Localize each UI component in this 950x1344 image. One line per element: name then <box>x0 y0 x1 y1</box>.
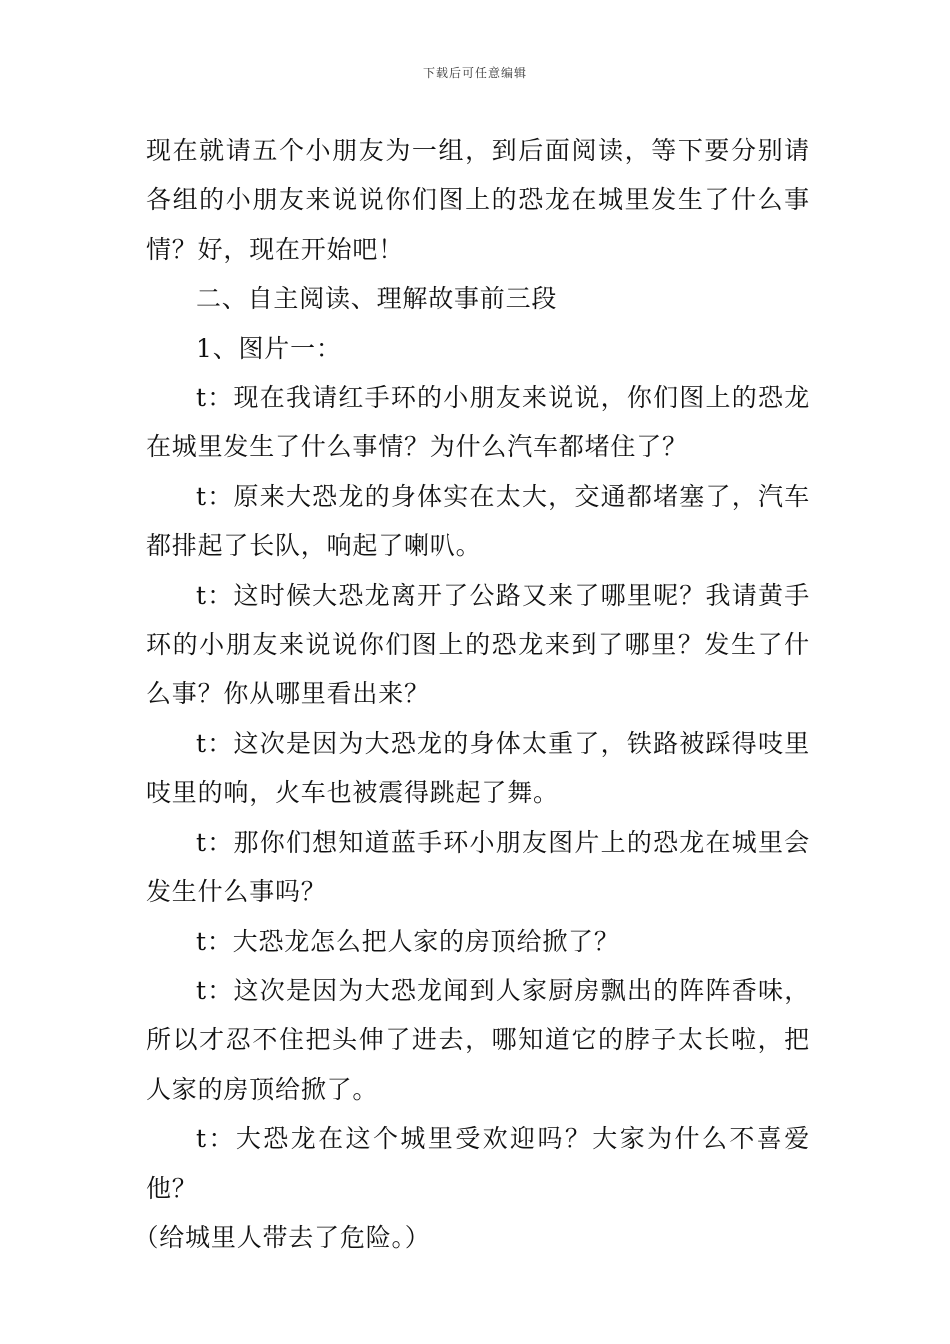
paragraph: t：原来大恐龙的身体实在太大，交通都堵塞了，汽车都排起了长队，响起了喇叭。 <box>146 481 810 561</box>
paragraph: 现在就请五个小朋友为一组，到后面阅读，等下要分别请各组的小朋友来说说你们图上的恐龙在城里发生了什么事情？好，现在开始吧！ <box>146 136 810 264</box>
paragraph: t：这时候大恐龙离开了公路又来了哪里呢？我请黄手环的小朋友来说说你们图上的恐龙来到了哪里？发生了什么事？你从哪里看出来？ <box>146 580 810 709</box>
paragraph: （给城里人带去了危险。） <box>133 1222 431 1252</box>
paragraph: t：现在我请红手环的小朋友来说说，你们图上的恐龙在城里发生了什么事情？为什么汽车都堵住了？ <box>146 383 810 462</box>
paragraph: t：大恐龙在这个城里受欢迎吗？大家为什么不喜爱他？ <box>146 1124 810 1203</box>
section-heading: 二、自主阅读、理解故事前三段 <box>196 284 558 314</box>
paragraph: t：那你们想知道蓝手环小朋友图片上的恐龙在城里会发生什么事吗？ <box>146 827 810 907</box>
paragraph: t：大恐龙怎么把人家的房顶给掀了？ <box>196 926 620 956</box>
document-body <box>133 126 810 1262</box>
subsection-heading: 1、图片一： <box>196 333 342 363</box>
paragraph: t：这次是因为大恐龙闻到人家厨房飘出的阵阵香味，所以才忍不住把头伸了进去，哪知道它的脖子太长啦，把人家的房顶给掀了。 <box>146 975 810 1104</box>
page-header: 下载后可任意编辑 <box>422 66 527 80</box>
paragraph: t：这次是因为大恐龙的身体太重了，铁路被踩得吱里吱里的响，火车也被震得跳起了舞。 <box>146 728 810 808</box>
